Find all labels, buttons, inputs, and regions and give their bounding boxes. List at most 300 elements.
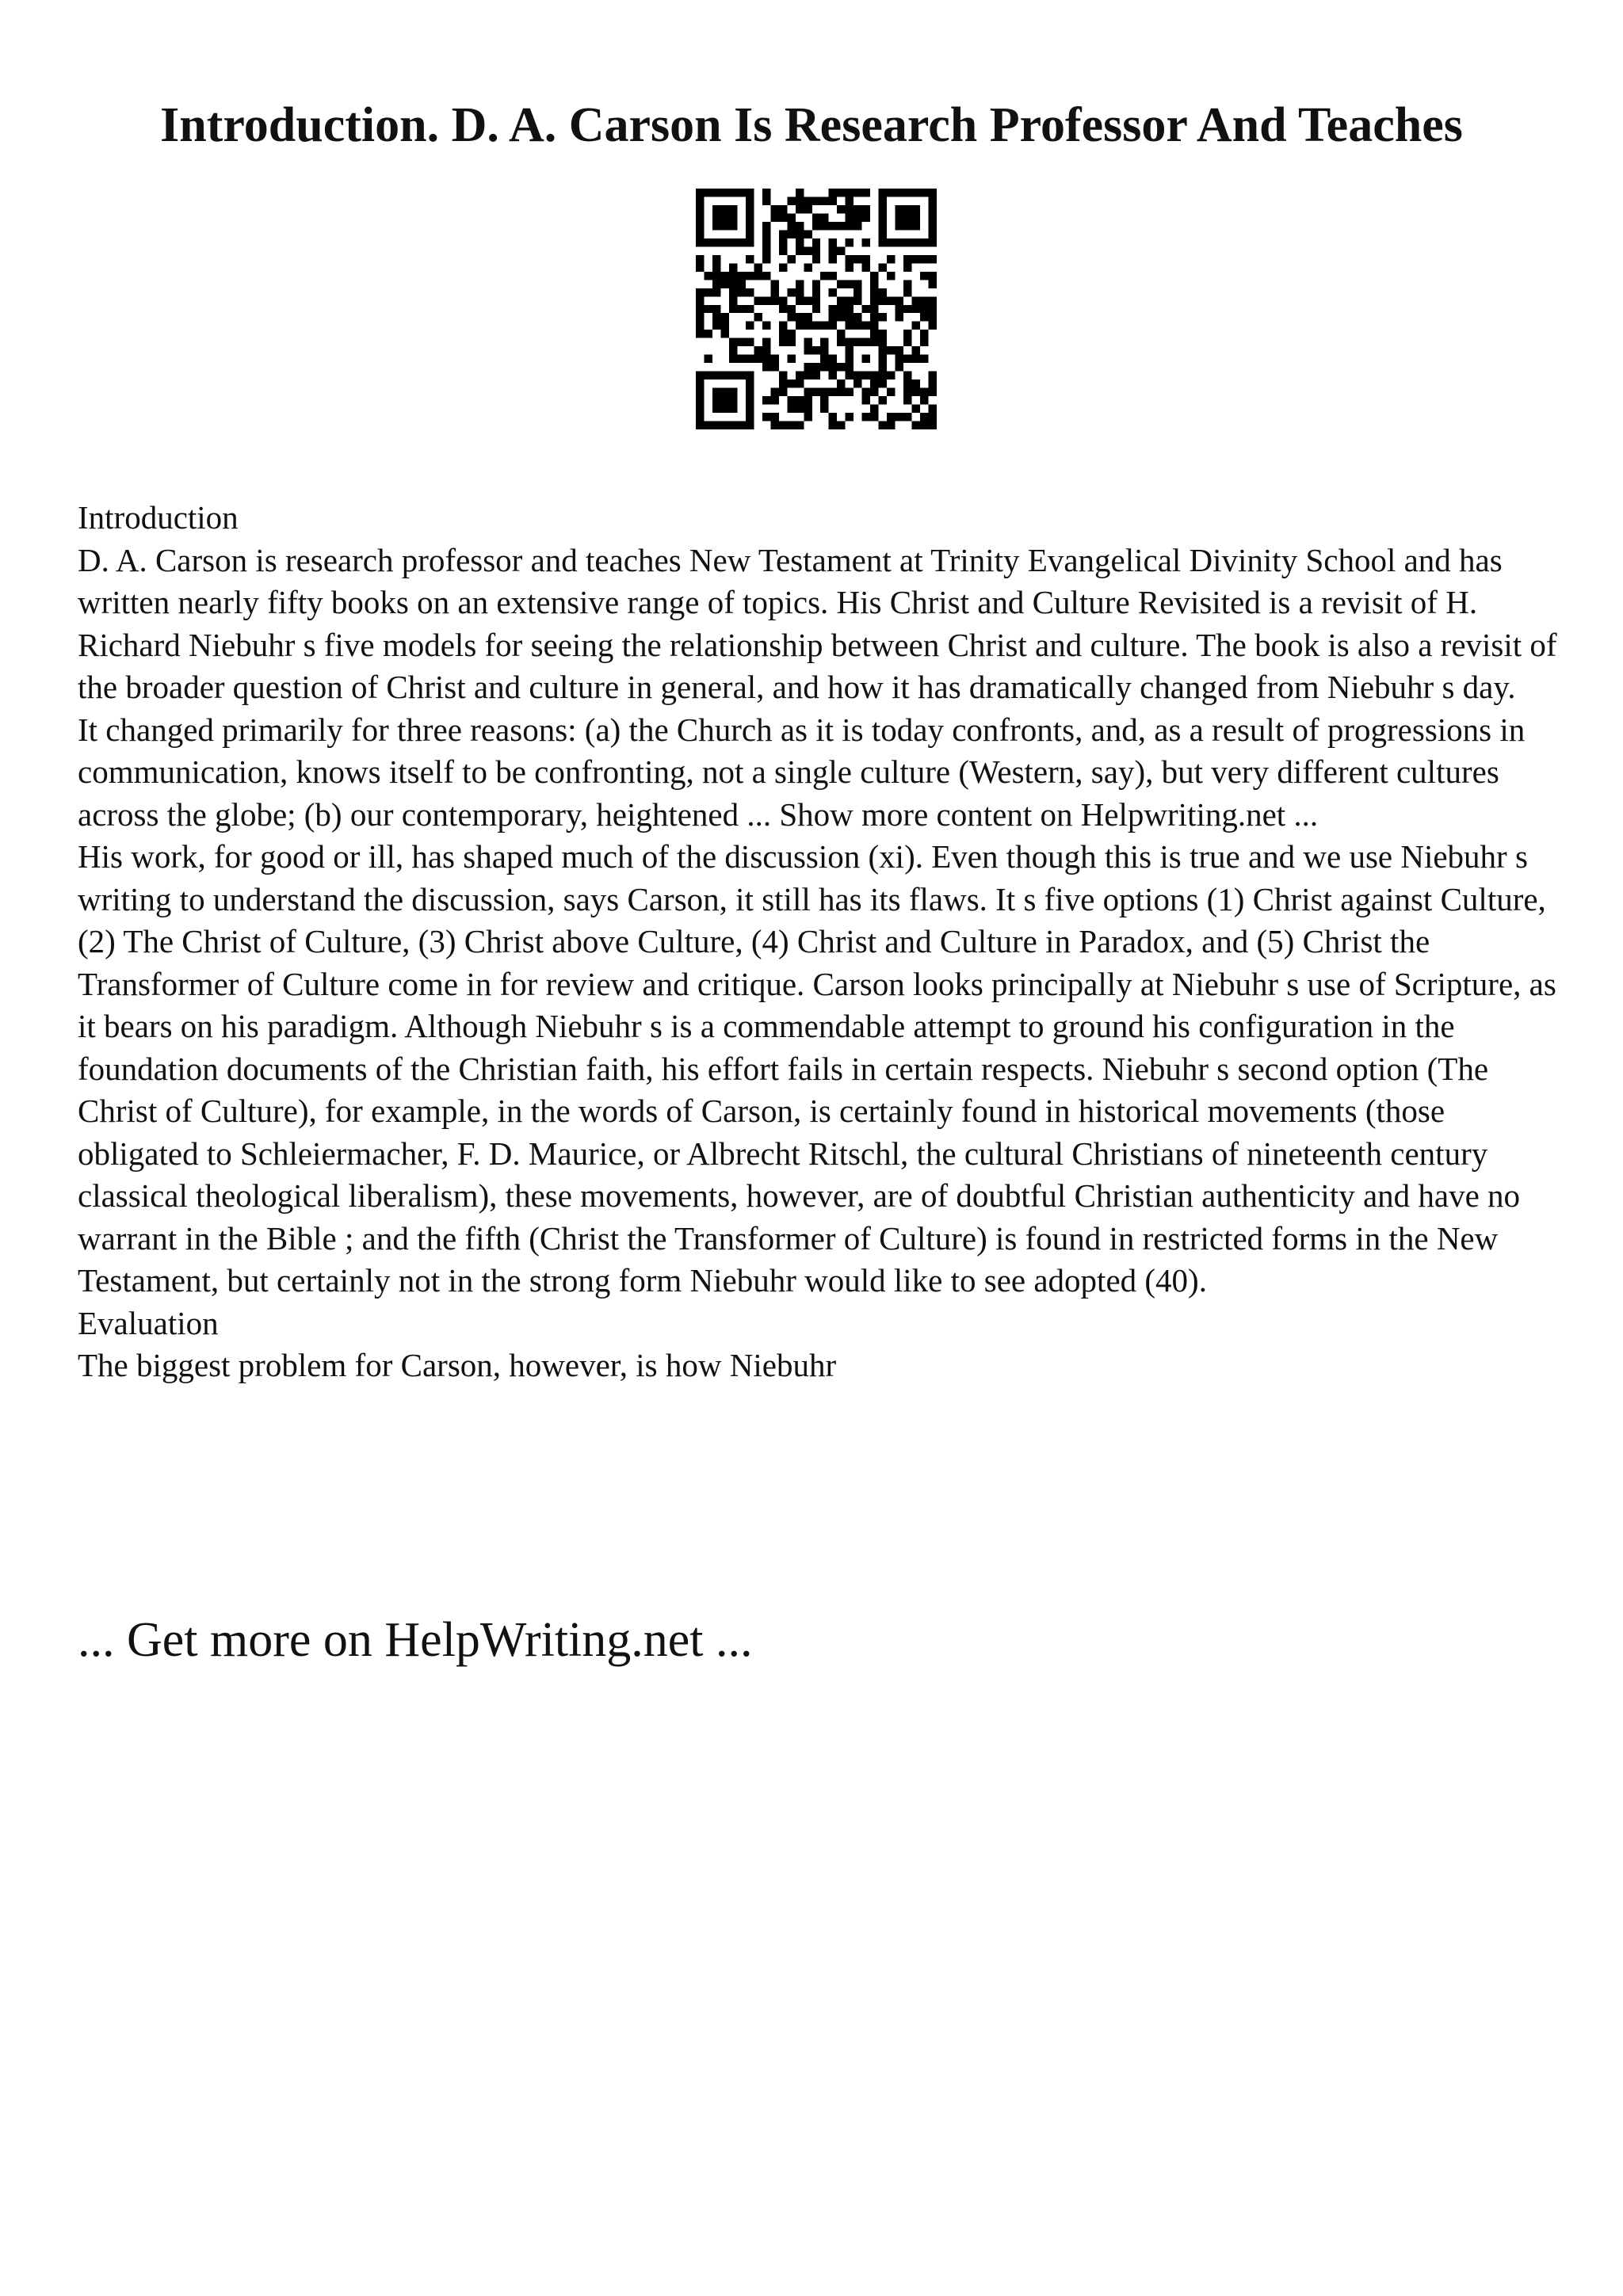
qr-module [846, 388, 854, 396]
qr-module [812, 213, 820, 221]
qr-module [696, 372, 704, 379]
qr-module [762, 222, 770, 230]
qr-module [929, 238, 937, 246]
qr-module [804, 405, 812, 413]
qr-module [903, 330, 911, 338]
qr-module [770, 396, 778, 404]
qr-module [762, 346, 770, 354]
qr-module [929, 322, 937, 330]
qr-module [712, 396, 720, 404]
qr-module [754, 272, 762, 280]
qr-module [712, 272, 720, 280]
qr-module [696, 288, 704, 296]
qr-module [820, 196, 828, 204]
qr-module [929, 313, 937, 321]
qr-module [903, 255, 911, 263]
qr-module [796, 379, 804, 387]
qr-module [879, 363, 887, 371]
qr-module [912, 379, 920, 387]
qr-module [829, 322, 837, 330]
qr-module [712, 388, 720, 396]
qr-module [696, 405, 704, 413]
qr-module [829, 189, 837, 196]
qr-module [912, 296, 920, 304]
qr-module [854, 296, 861, 304]
qr-module [737, 421, 745, 429]
qr-module [846, 238, 854, 246]
body-paragraph: His work, for good or ill, has shaped much of the discussion (xi). Even though this is true and we use Niebuhr s writing to understand the discussion, says Carson, it still has its flaws. It s five options (1) Christ against Culture, (2) The Christ of Culture, (3) Christ above Culture, (4) Christ and Culture in Paradox, and (5) Christ the Transformer of Culture come in for review and critique. Carson looks principally at Niebuhr s use of Scripture, as it bears on his paradigm. Although Niebuhr s is a commendable attempt to ground his configuration in the foundation documents of the Christian faith, his effort fails in certain respects. Niebuhr s second option (The Christ of Culture), for example, in the words of Carson, is certainly found in historical movements (those obligated to Schleiermacher, F. D. Maurice, or Albrecht Ritschl, the cultural Christians of nineteenth century classical theological liberalism), these movements, however, are of doubtful Christian authenticity and have no warrant in the Bible ; and the fifth (Christ the Transformer of Culture) is found in restricted forms in the New Testament, but certainly not in the strong form Niebuhr would like to see adopted (40). [78, 838, 1556, 1299]
qr-module [746, 272, 754, 280]
qr-module [846, 222, 854, 230]
qr-module [729, 222, 737, 230]
qr-module [896, 213, 903, 221]
qr-module [929, 272, 937, 280]
qr-module [804, 296, 812, 304]
qr-module [820, 338, 828, 346]
qr-module [696, 313, 704, 321]
qr-module [920, 355, 928, 363]
qr-module [854, 205, 861, 213]
qr-module [879, 296, 887, 304]
qr-module [837, 338, 845, 346]
qr-module [762, 255, 770, 263]
qr-module [862, 238, 870, 246]
qr-module [746, 405, 754, 413]
qr-module [696, 205, 704, 213]
body-paragraph: D. A. Carson is research professor and teaches New Testament at Trinity Evangelical Divinity School and has written nearly fifty books on an extensive range of topics. His Christ and Culture Revisited is a revisit of H. Richard Niebuhr s five models for seeing the relationship between Christ and culture. The book is also a revisit of the broader question of Christ and culture in general, and how it has dramatically changed from Niebuhr s day. [78, 541, 1557, 705]
qr-module [796, 288, 804, 296]
qr-module [729, 305, 737, 313]
qr-module [746, 205, 754, 213]
qr-module [787, 196, 795, 204]
qr-module [812, 238, 820, 246]
qr-module [862, 388, 870, 396]
qr-module [829, 421, 837, 429]
qr-module [796, 246, 804, 254]
qr-module [879, 330, 887, 338]
qr-module [879, 421, 887, 429]
qr-module [812, 346, 820, 354]
qr-module [903, 338, 911, 346]
qr-module [812, 388, 820, 396]
qr-module [846, 263, 854, 271]
qr-module [754, 263, 762, 271]
qr-module [829, 355, 837, 363]
qr-module [912, 421, 920, 429]
qr-module [696, 305, 704, 313]
qr-module [804, 413, 812, 421]
qr-module [720, 238, 728, 246]
qr-module [746, 230, 754, 238]
qr-module [779, 330, 787, 338]
qr-module [704, 421, 712, 429]
qr-module [929, 388, 937, 396]
qr-module [837, 222, 845, 230]
qr-module [796, 313, 804, 321]
qr-module [770, 363, 778, 371]
qr-module [787, 288, 795, 296]
qr-module [712, 213, 720, 221]
qr-module [929, 372, 937, 379]
qr-module [846, 213, 854, 221]
qr-module [912, 322, 920, 330]
qr-module [812, 246, 820, 254]
qr-module [887, 238, 895, 246]
qr-module [787, 255, 795, 263]
qr-module [929, 189, 937, 196]
qr-module [846, 372, 854, 379]
qr-module [837, 313, 845, 321]
qr-module [770, 213, 778, 221]
qr-module [796, 372, 804, 379]
qr-module [696, 322, 704, 330]
qr-module [912, 355, 920, 363]
qr-module [720, 280, 728, 288]
qr-module [812, 196, 820, 204]
qr-module [770, 388, 778, 396]
qr-module [837, 205, 845, 213]
qr-module [762, 338, 770, 346]
qr-module [696, 213, 704, 221]
qr-module [737, 338, 745, 346]
qr-module [896, 313, 903, 321]
document-title: Introduction. D. A. Carson Is Research Professor And Teaches [160, 98, 1463, 152]
qr-module [870, 280, 878, 288]
qr-module [704, 189, 712, 196]
qr-module [820, 272, 828, 280]
qr-module [912, 213, 920, 221]
qr-module [812, 280, 820, 288]
qr-module [746, 288, 754, 296]
qr-module [846, 355, 854, 363]
qr-module [729, 189, 737, 196]
qr-module [820, 405, 828, 413]
qr-module [862, 305, 870, 313]
qr-module [829, 288, 837, 296]
qr-module [737, 238, 745, 246]
qr-module [762, 230, 770, 238]
qr-module [912, 238, 920, 246]
qr-module [787, 379, 795, 387]
qr-module [829, 363, 837, 371]
qr-module [903, 280, 911, 288]
qr-module [862, 205, 870, 213]
qr-module [903, 238, 911, 246]
qr-module [712, 288, 720, 296]
qr-module [770, 205, 778, 213]
body-paragraph: It changed primarily for three reasons: (a) the Church as it is today confronts, and, as a result of progressions in communication, knows itself to be confronting, not a single culture (Western, say), but very different cultures across the globe; (b) our contemporary, heightened ... Show more content on Helpwriting.net ... [78, 711, 1526, 833]
qr-module [846, 413, 854, 421]
body-paragraph: The biggest problem for Carson, however, is how Niebuhr [78, 1347, 837, 1383]
qr-module [887, 421, 895, 429]
qr-module [929, 405, 937, 413]
qr-module [829, 413, 837, 421]
qr-module [812, 372, 820, 379]
qr-module [779, 322, 787, 330]
qr-module [712, 372, 720, 379]
qr-module [887, 189, 895, 196]
qr-module [912, 305, 920, 313]
qr-module [762, 355, 770, 363]
qr-module [812, 288, 820, 296]
qr-module [829, 255, 837, 263]
qr-module [854, 255, 861, 263]
qr-module [879, 196, 887, 204]
qr-module [837, 296, 845, 304]
qr-module [787, 305, 795, 313]
qr-module [862, 213, 870, 221]
qr-module [829, 246, 837, 254]
qr-module [812, 305, 820, 313]
qr-module [720, 396, 728, 404]
qr-module [779, 305, 787, 313]
qr-module [746, 372, 754, 379]
qr-module [896, 346, 903, 354]
qr-module [846, 363, 854, 371]
get-more-link[interactable]: ... Get more on HelpWriting.net ... [78, 1613, 753, 1667]
qr-module [804, 396, 812, 404]
qr-module [920, 313, 928, 321]
qr-module [837, 305, 845, 313]
qr-module [746, 322, 754, 330]
qr-module [903, 213, 911, 221]
qr-module [746, 305, 754, 313]
qr-module [737, 280, 745, 288]
qr-module [820, 396, 828, 404]
qr-module [796, 196, 804, 204]
qr-module [929, 255, 937, 263]
qr-module [787, 222, 795, 230]
qr-module [829, 313, 837, 321]
qr-module [804, 205, 812, 213]
qr-module [762, 196, 770, 204]
qr-module [737, 189, 745, 196]
qr-module [729, 238, 737, 246]
qr-module [696, 296, 704, 304]
qr-module [870, 296, 878, 304]
qr-module [787, 213, 795, 221]
section-heading-introduction: Introduction [78, 499, 239, 536]
qr-module [796, 205, 804, 213]
qr-module [820, 213, 828, 221]
qr-module [879, 189, 887, 196]
qr-module [929, 222, 937, 230]
qr-module [862, 263, 870, 271]
qr-module [862, 372, 870, 379]
qr-module [870, 288, 878, 296]
qr-module [770, 288, 778, 296]
qr-module [804, 263, 812, 271]
qr-module [829, 372, 837, 379]
qr-module [762, 413, 770, 421]
qr-module [746, 396, 754, 404]
qr-module [846, 313, 854, 321]
qr-module [820, 388, 828, 396]
qr-module [920, 238, 928, 246]
qr-module [720, 330, 728, 338]
qr-module [746, 355, 754, 363]
qr-module [720, 222, 728, 230]
qr-module [746, 222, 754, 230]
qr-module [762, 322, 770, 330]
qr-module [770, 296, 778, 304]
qr-module [779, 230, 787, 238]
qr-module [746, 421, 754, 429]
qr-module [929, 305, 937, 313]
qr-module [770, 280, 778, 288]
qr-module [903, 413, 911, 421]
qr-module [854, 280, 861, 288]
qr-module [762, 189, 770, 196]
qr-module [887, 255, 895, 263]
qr-module [720, 205, 728, 213]
qr-module [746, 238, 754, 246]
qr-module [787, 338, 795, 346]
qr-module [787, 421, 795, 429]
qr-module [704, 372, 712, 379]
qr-module [903, 189, 911, 196]
qr-module [887, 346, 895, 354]
qr-module [920, 388, 928, 396]
qr-module [804, 322, 812, 330]
qr-module [879, 222, 887, 230]
qr-module [696, 379, 704, 387]
qr-module [912, 388, 920, 396]
qr-module [820, 322, 828, 330]
qr-module [779, 246, 787, 254]
qr-module [762, 272, 770, 280]
qr-module [762, 238, 770, 246]
qr-module [696, 388, 704, 396]
qr-module [787, 355, 795, 363]
qr-module [787, 330, 795, 338]
qr-module [812, 363, 820, 371]
qr-module [870, 305, 878, 313]
qr-module [729, 205, 737, 213]
qr-module [870, 379, 878, 387]
qr-module [696, 255, 704, 263]
qr-module [712, 280, 720, 288]
qr-module [712, 421, 720, 429]
qr-module [762, 363, 770, 371]
qr-module [929, 230, 937, 238]
qr-module [812, 296, 820, 304]
qr-module [920, 396, 928, 404]
qr-module [929, 296, 937, 304]
qr-code-graphic [696, 189, 937, 429]
qr-module [879, 355, 887, 363]
qr-module [920, 338, 928, 346]
qr-code-icon [696, 189, 937, 429]
qr-module [879, 313, 887, 321]
qr-module [804, 313, 812, 321]
qr-module [696, 189, 704, 196]
qr-module [870, 313, 878, 321]
qr-module [712, 322, 720, 330]
qr-module [896, 413, 903, 421]
qr-module [796, 322, 804, 330]
qr-module [720, 372, 728, 379]
qr-module [862, 413, 870, 421]
qr-module [729, 338, 737, 346]
qr-module [896, 355, 903, 363]
qr-module [704, 272, 712, 280]
qr-module [929, 280, 937, 288]
qr-module [829, 222, 837, 230]
qr-module [896, 205, 903, 213]
qr-module [737, 288, 745, 296]
qr-module [779, 205, 787, 213]
qr-module [896, 189, 903, 196]
qr-module [804, 346, 812, 354]
qr-module [729, 272, 737, 280]
qr-module [903, 263, 911, 271]
qr-module [929, 213, 937, 221]
qr-module [712, 205, 720, 213]
qr-module [812, 255, 820, 263]
qr-module [854, 322, 861, 330]
qr-module [870, 272, 878, 280]
qr-module [737, 355, 745, 363]
qr-module [779, 338, 787, 346]
qr-module [696, 238, 704, 246]
qr-module [696, 196, 704, 204]
qr-module [879, 379, 887, 387]
qr-module [912, 189, 920, 196]
qr-module [903, 305, 911, 313]
qr-module [920, 255, 928, 263]
qr-module [762, 296, 770, 304]
qr-module [896, 222, 903, 230]
qr-module [720, 213, 728, 221]
qr-module [712, 263, 720, 271]
qr-module [737, 305, 745, 313]
qr-module [920, 413, 928, 421]
qr-module [837, 246, 845, 254]
qr-module [712, 405, 720, 413]
qr-module [696, 421, 704, 429]
qr-module [854, 222, 861, 230]
qr-module [746, 379, 754, 387]
qr-module [846, 338, 854, 346]
qr-module [779, 379, 787, 387]
qr-module [879, 396, 887, 404]
qr-module [804, 246, 812, 254]
qr-module [729, 213, 737, 221]
qr-module [796, 280, 804, 288]
qr-module [787, 396, 795, 404]
qr-module [796, 222, 804, 230]
qr-module [712, 313, 720, 321]
qr-module [854, 189, 861, 196]
qr-module [903, 355, 911, 363]
qr-module [854, 338, 861, 346]
qr-module [812, 322, 820, 330]
qr-module [837, 189, 845, 196]
qr-module [729, 288, 737, 296]
qr-module [729, 372, 737, 379]
qr-module [787, 313, 795, 321]
qr-module [746, 255, 754, 263]
qr-module [829, 196, 837, 204]
qr-module [720, 405, 728, 413]
qr-module [804, 230, 812, 238]
qr-module [870, 330, 878, 338]
qr-module [746, 189, 754, 196]
qr-module [837, 421, 845, 429]
qr-module [879, 238, 887, 246]
qr-module [837, 379, 845, 387]
